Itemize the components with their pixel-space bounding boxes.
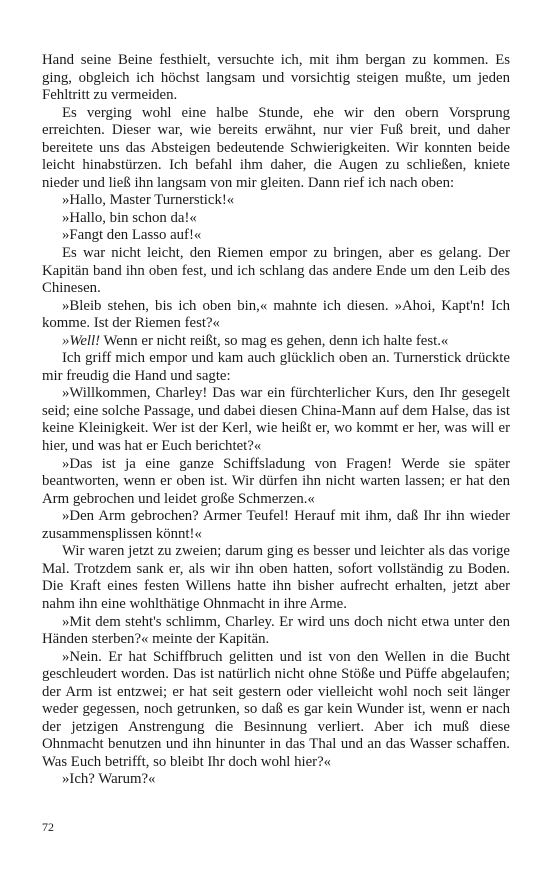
paragraph: Es war nicht leicht, den Riemen empor zu bringen, aber es gelang. Der Kapitän band ihn oben fest, und ich schlang das andere Ende um den Leib des Chinesen. — [42, 245, 510, 297]
body-text — [42, 52, 510, 789]
paragraph: »Hallo, Master Turnerstick!« — [62, 192, 235, 209]
paragraph: »Willkommen, Charley! Das war ein fürchterlicher Kurs, den Ihr gesegelt seid; eine solche Passage, und dabei diesen China-Mann auf dem Halse, das ist keine Kleinigkeit. Wer ist der Kerl, wie heißt er, wo kommt er her, was will er hier, und was hat er Euch berichtet?« — [42, 385, 510, 455]
paragraph: Ich griff mich empor und kam auch glücklich oben an. Turnerstick drückte mir freudig die Hand und sagte: — [42, 350, 510, 384]
paragraph: »Fangt den Lasso auf!« — [62, 227, 202, 244]
paragraph: »Bleib stehen, bis ich oben bin,« mahnte ich diesen. »Ahoi, Kapt'n! Ich komme. Ist der Riemen fest?« — [42, 297, 510, 332]
paragraph-rest: Wenn er nicht reißt, so mag es gehen, denn ich halte fest.« — [103, 332, 449, 349]
paragraph: »Ich? Warum?« — [62, 771, 156, 788]
paragraph: »Hallo, bin schon da!« — [62, 209, 197, 226]
paragraph: »Das ist ja eine ganze Schiffsladung von Fragen! Werde sie später beantworten, wenn er oben ist. Wir dürfen ihn nicht warten lassen; er hat den Arm gebrochen und leidet große Schmerzen.« — [42, 455, 510, 507]
book-page — [42, 52, 510, 789]
italic-exclamation: »Well! — [62, 332, 101, 349]
page-number: 72 — [42, 820, 54, 834]
paragraph — [42, 333, 510, 351]
paragraph: »Den Arm gebrochen? Armer Teufel! Herauf mit ihm, daß Ihr ihn wieder zusammensplissen könnt!« — [42, 508, 510, 542]
paragraph: Wir waren jetzt zu zweien; darum ging es besser und leichter als das vorige Mal. Trotzdem sank er, als wir ihn oben hatten, sofort vollständig zu Boden. Die Kraft eines festen Willens hatte ihn bisher aufrecht erhalten, jetzt aber nahm ihn eine wohlthätige Ohnmacht in ihre Arme. — [42, 543, 510, 612]
paragraph: Es verging wohl eine halbe Stunde, ehe wir den obern Vorsprung erreichten. Dieser war, wie bereits erwähnt, nur vier Fuß breit, und daher bereitete uns das Absteigen bedeutende Schwierigkeiten. Wir konnten beide leicht hinabstürzen. Ich befahl ihm daher, die Augen zu schließen, kniete nieder und ließ ihn langsam von mir gleiten. Dann rief ich nach oben: — [42, 104, 510, 191]
paragraph: Hand seine Beine festhielt, versuchte ich, mit ihm bergan zu kommen. Es ging, obgleich ich höchst langsam und vorsichtig steigen mußte, um jeden Fehltritt zu vermeiden. — [42, 52, 510, 104]
paragraph: »Nein. Er hat Schiffbruch gelitten und ist von den Wellen in die Bucht geschleudert worden. Das ist natürlich nicht ohne Stöße und Püffe abgelaufen; der Arm ist entzwei; er hat seit gestern oder vielleicht wohl noch seit länger weder gegessen, noch getrunken, so daß es gar kein Wunder ist, wenn er nach der jetzigen Anstrengung die Besinnung verliert. Aber ich muß diese Ohnmacht benutzen und ihn hinunter in das Thal und an das Wasser schaffen. Was Euch betrifft, so bleibt Ihr doch wohl hier?« — [42, 648, 510, 770]
paragraph: »Mit dem steht's schlimm, Charley. Er wird uns doch nicht etwa unter den Händen sterben?« meinte der Kapitän. — [42, 613, 510, 648]
